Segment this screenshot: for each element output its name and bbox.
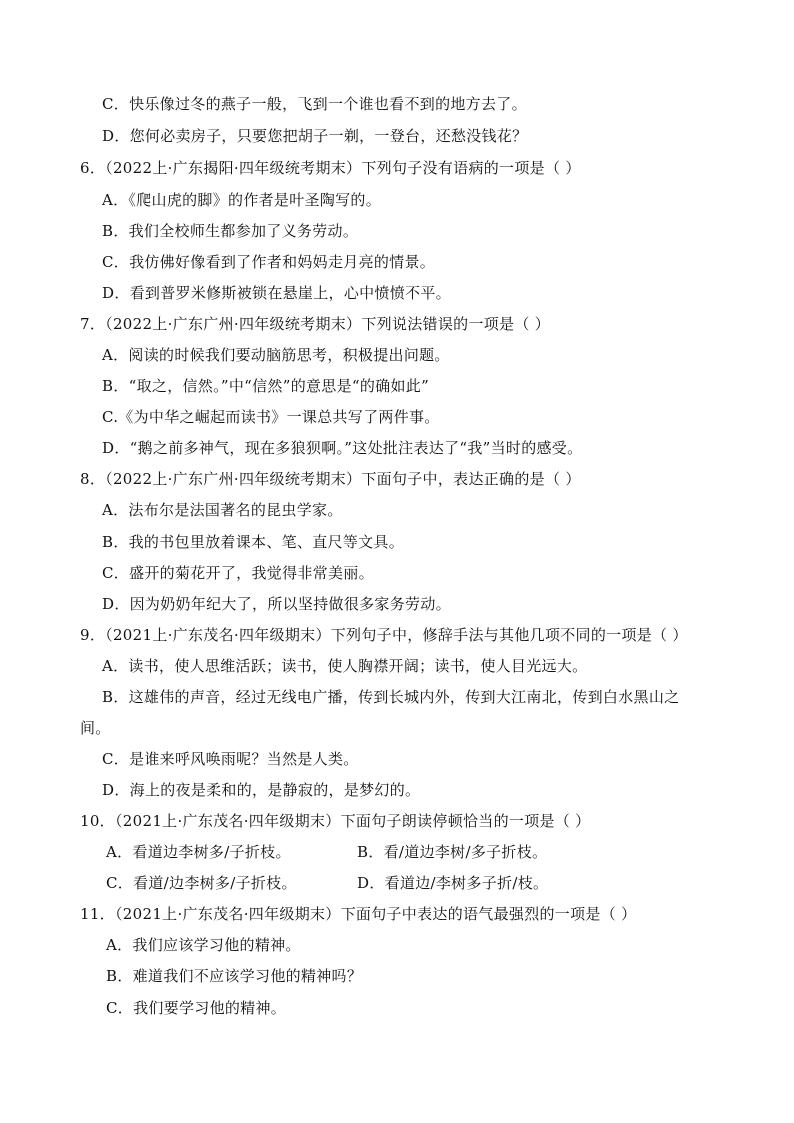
q7-option-b: B．“取之，信然。”中“信然”的意思是“的确如此”	[102, 377, 430, 395]
question-8: 8．（2022上·广东广州·四年级统考期末）下面句子中，表达正确的是（ ）	[80, 470, 581, 488]
question-10: 10．（2021上·广东茂名·四年级期末）下面句子朗读停顿恰当的一项是（ ）	[80, 812, 591, 830]
q8-option-c: C．盛开的菊花开了，我觉得非常美丽。	[102, 564, 374, 582]
q6-option-c: C．我仿佛好像看到了作者和妈妈走月亮的情景。	[102, 253, 436, 271]
q10-option-b: B．看/道边李树/多子折枝。	[357, 843, 548, 861]
q9-option-c: C．是谁来呼风唤雨呢？当然是人类。	[102, 750, 359, 768]
q9-option-a: A．读书，使人思维活跃；读书，使人胸襟开阔；读书，使人目光远大。	[102, 657, 588, 675]
q7-option-a: A．阅读的时候我们要动脑筋思考，积极提出问题。	[102, 346, 450, 364]
q6-option-a: A．《爬山虎的脚》的作者是叶圣陶写的。	[102, 191, 382, 209]
question-11: 11．（2021上·广东茂名·四年级期末）下面句子中表达的语气最强烈的一项是（ ）	[80, 905, 637, 923]
q8-option-d: D．因为奶奶年纪大了，所以坚持做很多家务劳动。	[102, 595, 451, 613]
q11-option-b: B．难道我们不应该学习他的精神吗？	[106, 967, 363, 985]
q10-option-a: A．看道边李树多/子折枝。	[106, 843, 291, 861]
question-7: 7．（2022上·广东广州·四年级统考期末）下列说法错误的一项是（ ）	[80, 315, 551, 333]
option-d-prev: D．您何必卖房子，只要您把胡子一剃，一登台，还愁没钱花？	[102, 127, 528, 145]
q8-option-b: B．我的书包里放着课本、笔、直尺等文具。	[102, 533, 405, 551]
q9-option-d: D．海上的夜是柔和的，是静寂的，是梦幻的。	[102, 781, 421, 799]
q9-option-b-continued: 间。	[80, 719, 111, 737]
q9-option-b: B．这雄伟的声音，经过无线电广播，传到长城内外，传到大江南北，传到白水黑山之	[102, 688, 680, 706]
q6-option-b: B．我们全校师生都参加了义务劳动。	[102, 222, 359, 240]
option-c-prev: C．快乐像过冬的燕子一般，飞到一个谁也看不到的地方去了。	[102, 95, 527, 113]
q10-option-c: C．看道/边李树多/子折枝。	[106, 874, 297, 892]
question-6: 6．（2022上·广东揭阳·四年级统考期末）下列句子没有语病的一项是（ ）	[80, 159, 581, 177]
q11-option-a: A．我们应该学习他的精神。	[106, 936, 301, 954]
q11-option-c: C．我们要学习他的精神。	[106, 999, 287, 1017]
q7-option-c: C.《为中华之崛起而读书》一课总共写了两件事。	[102, 408, 440, 426]
q6-option-d: D．看到普罗米修斯被锁在悬崖上，心中愤愤不平。	[102, 284, 451, 302]
q7-option-d: D．“鹅之前多神气，现在多狼狈啊。”这处批注表达了“我”当时的感受。	[102, 439, 583, 457]
q8-option-a: A．法布尔是法国著名的昆虫学家。	[102, 501, 343, 519]
question-9: 9．（2021上·广东茂名·四年级期末）下列句子中，修辞手法与其他几项不同的一项是（ ）	[80, 626, 688, 644]
q10-option-d: D．看道边/李树多子折/枝。	[357, 874, 549, 892]
